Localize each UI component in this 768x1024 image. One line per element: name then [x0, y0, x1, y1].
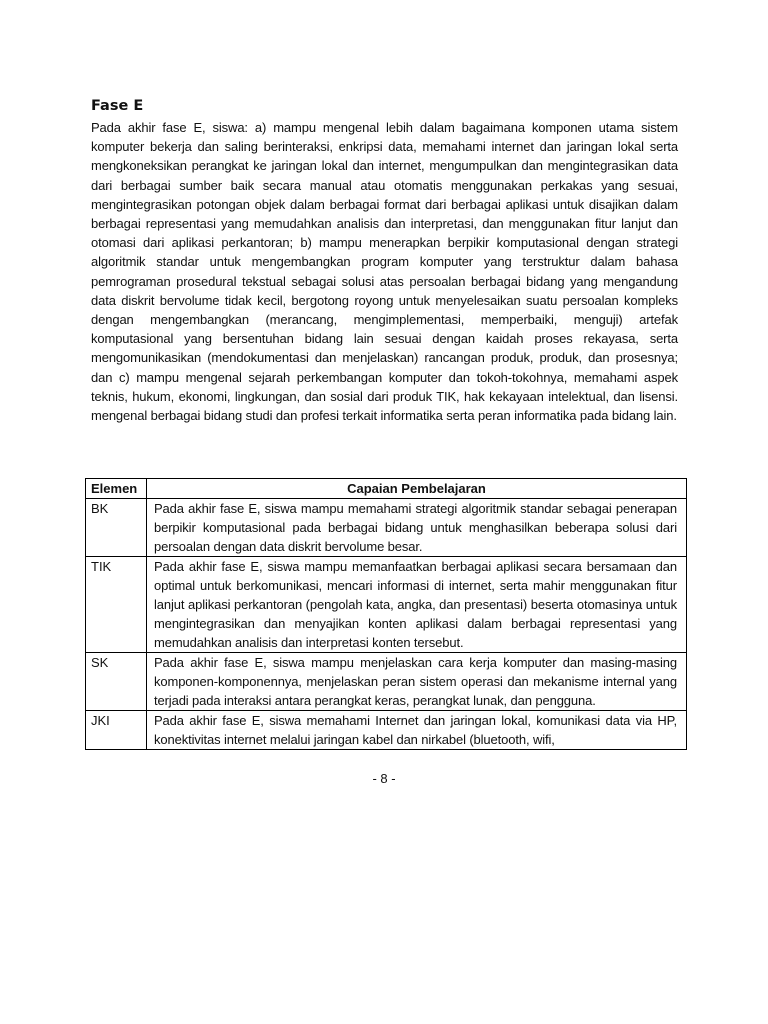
table-header-row — [86, 479, 687, 499]
table-row — [86, 499, 687, 557]
table-row — [86, 711, 687, 750]
learning-outcomes-table — [85, 478, 687, 750]
element-code: BK — [86, 499, 147, 557]
page-number: - 8 - — [372, 771, 396, 786]
document-page — [91, 96, 678, 425]
element-description: Pada akhir fase E, siswa mampu menjelaskan cara kerja komputer dan masing-masing komponen-komponennya, menjelaskan peran sistem operasi dan mekanisme internal yang terjadi pada interaksi antara perangkat keras, perangkat lunak, dan pengguna. — [147, 653, 687, 711]
element-code: JKI — [86, 711, 147, 750]
element-description: Pada akhir fase E, siswa memahami Internet dan jaringan lokal, komunikasi data via HP, konektivitas internet melalui jaringan kabel dan nirkabel (bluetooth, wifi, — [147, 711, 687, 750]
header-capaian: Capaian Pembelajaran — [147, 479, 687, 499]
element-code: SK — [86, 653, 147, 711]
table-row — [86, 653, 687, 711]
header-elemen: Elemen — [86, 479, 147, 499]
element-description: Pada akhir fase E, siswa mampu memanfaatkan berbagai aplikasi secara bersamaan dan optimal untuk berkomunikasi, mencari informasi di internet, serta mahir menggunakan fitur lanjut aplikasi perkantoran (pengolah kata, angka, dan presentasi) beserta otomasinya untuk mengintegrasikan dan menyajikan konten aplikasi dalam berbagai representasi yang memudahkan analisis dan interpretasi konten tersebut. — [147, 557, 687, 653]
table-row — [86, 557, 687, 653]
section-paragraph: Pada akhir fase E, siswa: a) mampu mengenal lebih dalam bagaimana komponen utama sistem komputer bekerja dan saling berinteraksi, enkripsi data, memahami internet dan jaringan lokal serta mengkoneksikan perangkat ke jaringan lokal dan internet, mengumpulkan dan mengintegrasikan data dari berbagai sumber baik secara manual atau otomatis menggunakan perkakas yang sesuai, mengintegrasikan potongan objek dalam berbagai format dari berbagai aplikasi untuk disajikan dalam berbagai representasi yang memudahkan analisis dan interpretasi, dan menggunakan fitur lanjut dan otomasi dari aplikasi perkantoran; b) mampu menerapkan berpikir komputasional dengan strategi algoritmik standar untuk mengembangkan program komputer yang terstruktur dalam bahasa pemrograman prosedural tekstual sebagai solusi atas persoalan berbagai bidang yang mengandung data diskrit bervolume tidak kecil, bergotong royong untuk menyelesaikan suatu persoalan kompleks dengan mengembangkan (merancang, mengimplementasi, memperbaiki, menguji) artefak komputasional yang bersentuhan bidang lain sesuai dengan kaidah proses rekayasa, serta mengomunikasikan (mendokumentasi dan menjelaskan) rancangan produk, produk, dan prosesnya; dan c) mampu mengenal sejarah perkembangan komputer dan tokoh-tokohnya, memahami aspek teknis, hukum, ekonomi, lingkungan, dan sosial dari produk TIK, hak kekayaan intelektual, dan lisensi. mengenal berbagai bidang studi dan profesi terkait informatika serta peran informatika pada bidang lain. — [91, 120, 678, 424]
element-code: TIK — [86, 557, 147, 653]
section-heading: Fase E — [91, 98, 144, 114]
element-description: Pada akhir fase E, siswa mampu memahami strategi algoritmik standar sebagai penerapan berpikir komputasional pada berbagai bidang untuk menghasilkan beberapa solusi dari persoalan dengan data diskrit bervolume besar. — [147, 499, 687, 557]
